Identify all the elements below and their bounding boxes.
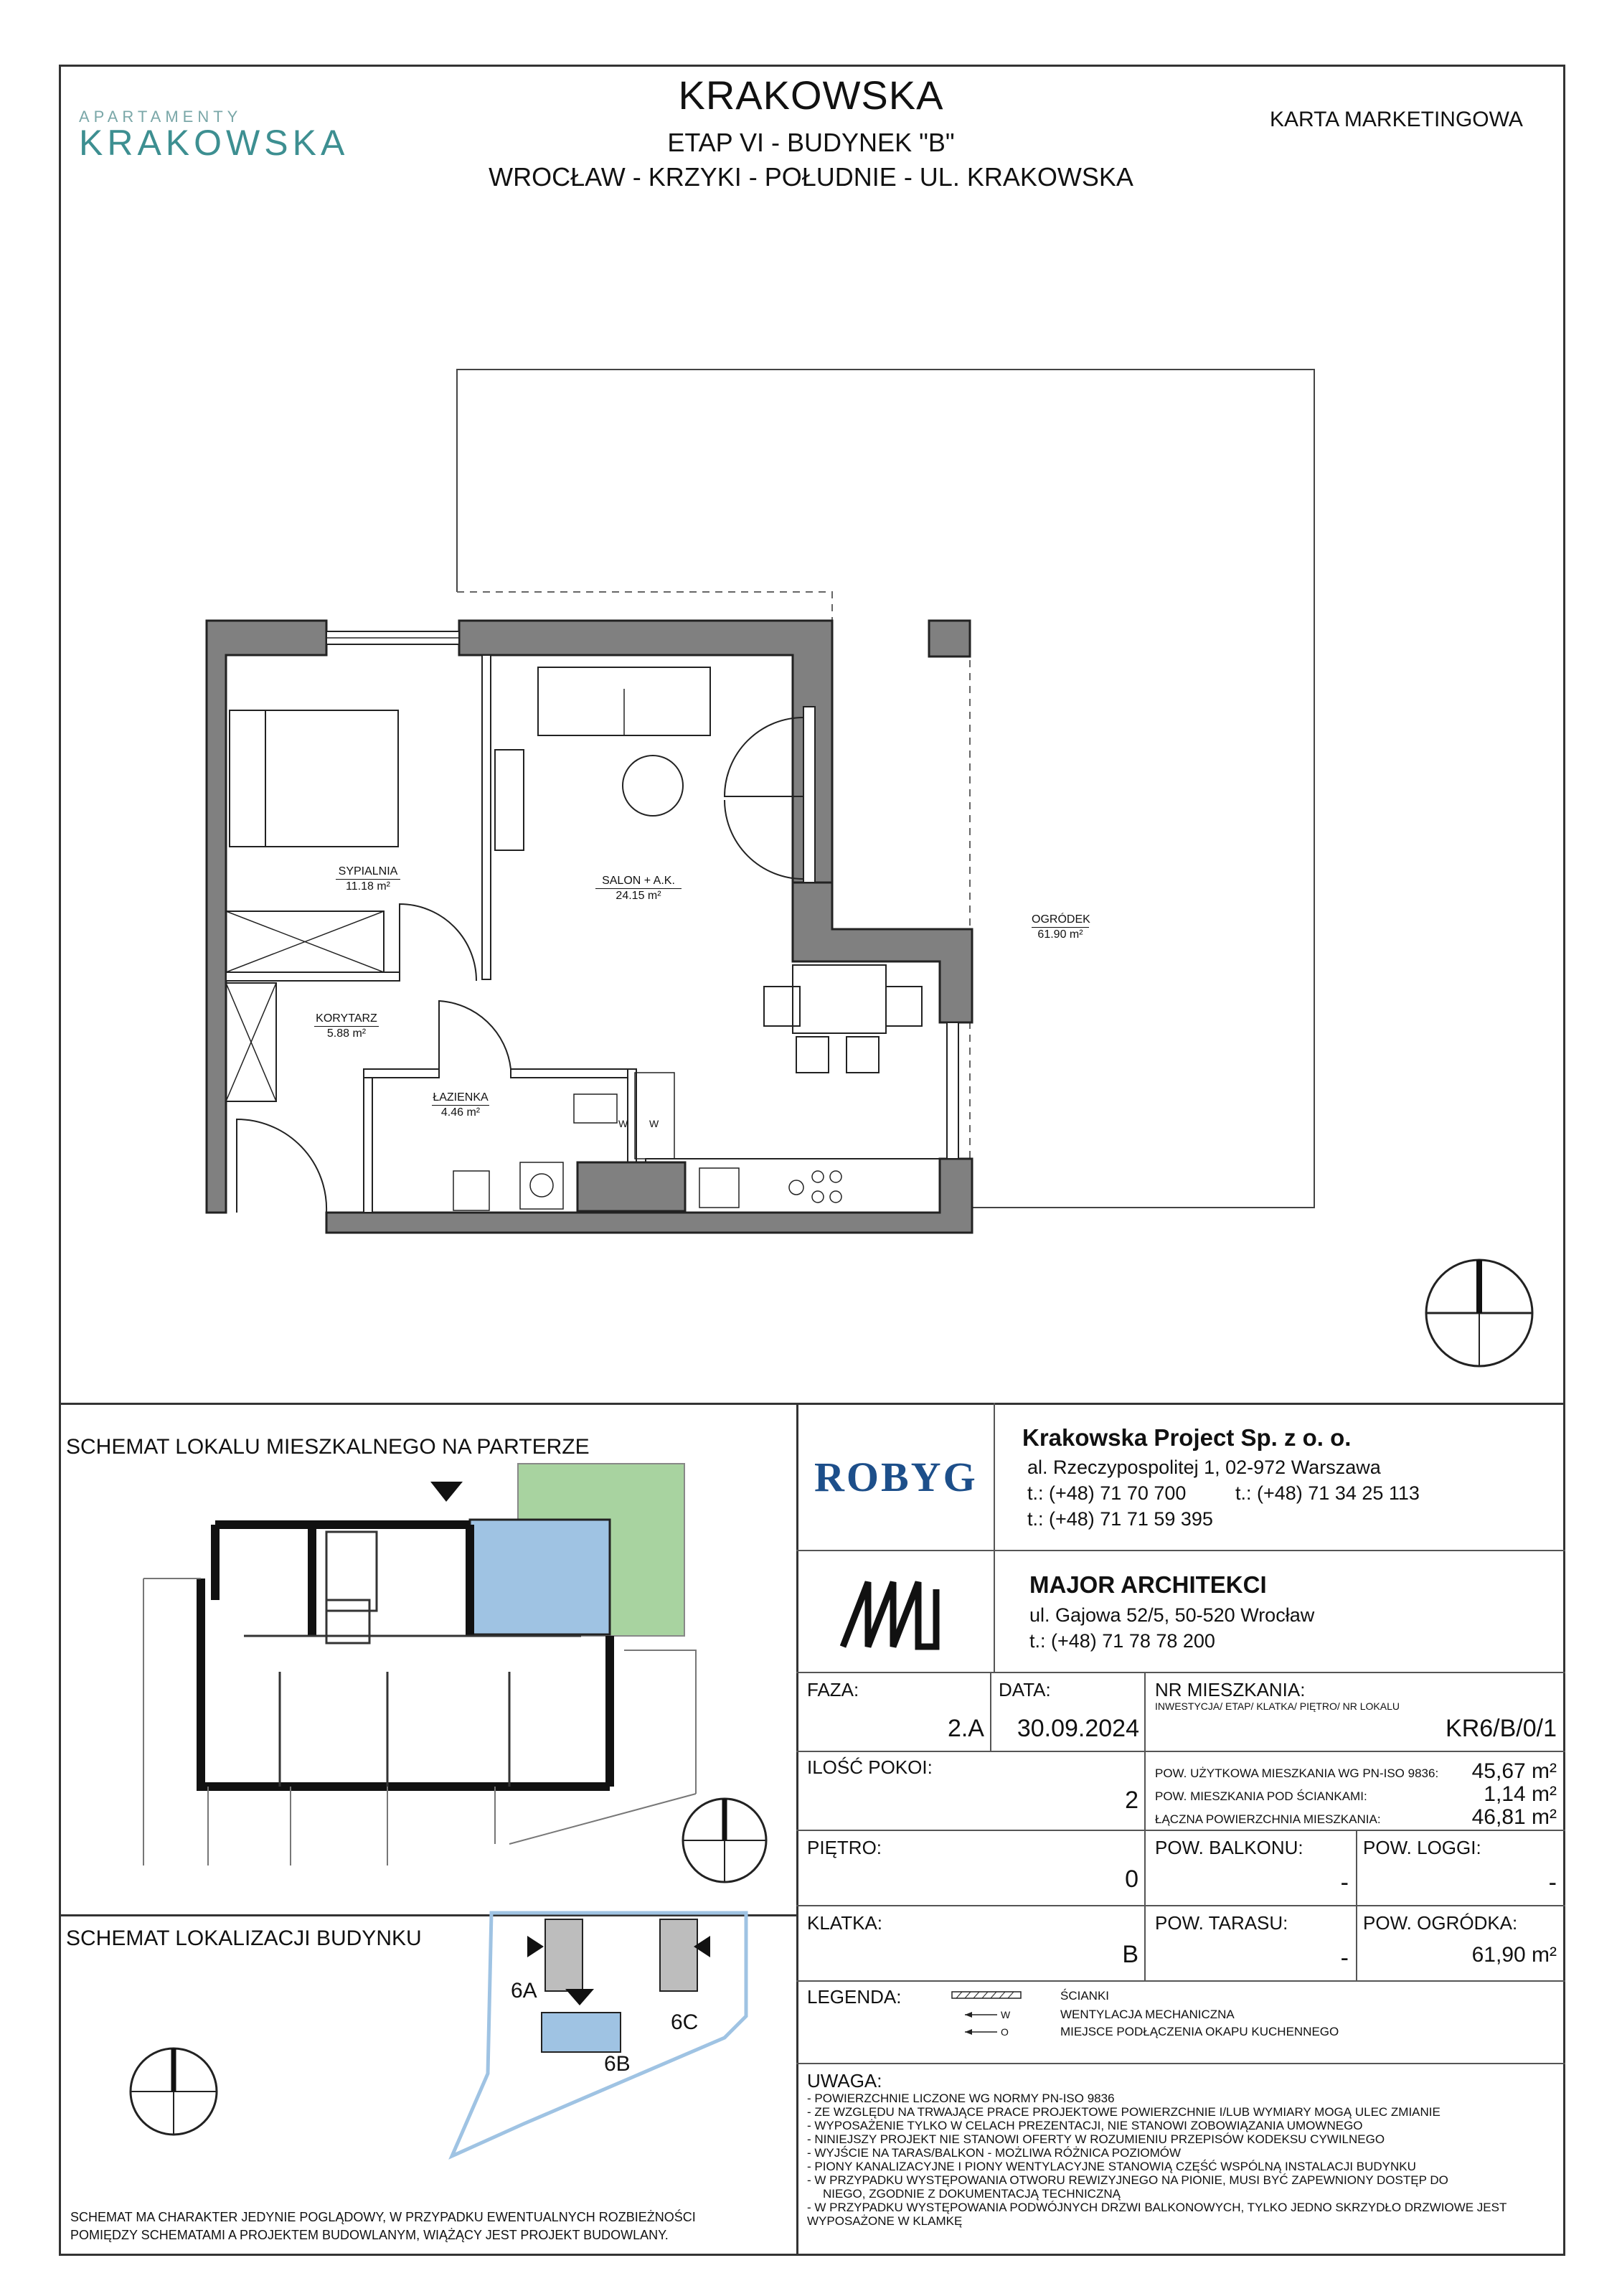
divider xyxy=(994,1403,995,1672)
data-value: 30.09.2024 xyxy=(1017,1715,1139,1742)
pow-laczna-label: ŁĄCZNA POWIERZCHNIA MIESZKANIA: xyxy=(1155,1812,1381,1826)
note-item: - WYPOSAŻENIE TYLKO W CELACH PREZENTACJI, NIE STANOWI ZOBOWIĄZANIA UMOWNEGO xyxy=(807,2119,1363,2132)
logo-line1: APARTAMENTY xyxy=(79,108,242,126)
taras-label: POW. TARASU: xyxy=(1155,1912,1288,1934)
notes-list xyxy=(807,2092,1560,2228)
location-scheme-title: SCHEMAT LOKALIZACJI BUDYNKU xyxy=(66,1926,422,1950)
nr-label: NR MIESZKANIA: xyxy=(1155,1679,1306,1700)
scheme-disclaimer-1: SCHEMAT MA CHARAKTER JEDYNIE POGLĄDOWY, W PRZYPADKU EWENTUALNYCH ROZBIEŻNOŚCI xyxy=(70,2210,696,2224)
divider xyxy=(796,1905,1565,1906)
data-label: DATA: xyxy=(999,1679,1051,1700)
logo-line2: KRAKOWSKA xyxy=(79,123,349,163)
developer-name: Krakowska Project Sp. z o. o. xyxy=(1022,1424,1352,1451)
note-item: - POWIERZCHNIE LICZONE WG NORMY PN-ISO 9836 xyxy=(807,2092,1115,2105)
klatka-value: B xyxy=(1122,1941,1138,1968)
balkon-value: - xyxy=(1340,1869,1349,1896)
room-label-korytarz: KORYTARZ 5.88 m² xyxy=(314,1012,379,1041)
ogrodek-label: POW. OGRÓDKA: xyxy=(1363,1912,1518,1934)
faza-value: 2.A xyxy=(947,1715,984,1742)
note-item: - NINIEJSZY PROJEKT NIE STANOWI OFERTY W ROZUMIENIU PRZEPISÓW KODEKSU CYWILNEGO xyxy=(807,2132,1385,2146)
vent-mark: W xyxy=(618,1118,628,1129)
divider xyxy=(1144,1672,1146,1980)
faza-label: FAZA: xyxy=(807,1679,859,1700)
nr-value: KR6/B/0/1 xyxy=(1446,1715,1557,1742)
divider xyxy=(990,1672,991,1751)
ground-floor-scheme-title: SCHEMAT LOKALU MIESZKALNEGO NA PARTERZE xyxy=(66,1435,590,1459)
building-label-6c: 6C xyxy=(671,2010,699,2034)
note-item: NIEGO, ZGODNIE Z DOKUMENTACJĄ TECHNICZNĄ xyxy=(823,2187,1121,2201)
legend-mark-w: W xyxy=(1001,2009,1011,2020)
loggia-value: - xyxy=(1548,1869,1557,1896)
address-subtitle: WROCŁAW - KRZYKI - POŁUDNIE - UL. KRAKOWSKA xyxy=(489,162,1133,192)
building-label-6a: 6A xyxy=(511,1979,537,2003)
architect-address: ul. Gajowa 52/5, 50-520 Wrocław xyxy=(1029,1604,1315,1626)
taras-value: - xyxy=(1340,1944,1349,1972)
vent-mark: W xyxy=(649,1118,659,1129)
legend-item-okap: MIEJSCE PODŁĄCZENIA OKAPU KUCHENNEGO xyxy=(1060,2025,1339,2038)
architect-name: MAJOR ARCHITEKCI xyxy=(1029,1571,1267,1598)
note-item: - W PRZYPADKU WYSTĘPOWANIA PODWÓJNYCH DRZWI BALKONOWYCH, TYLKO JEDNO SKRZYDŁO DRZWIOWE JEST xyxy=(807,2201,1507,2214)
architect-phone: t.: (+48) 71 78 78 200 xyxy=(1029,1630,1215,1652)
divider xyxy=(796,1672,1565,1673)
divider xyxy=(796,1980,1565,1982)
divider xyxy=(59,1403,1565,1405)
building-label-6b: 6B xyxy=(604,2052,631,2076)
loggia-label: POW. LOGGI: xyxy=(1363,1837,1481,1858)
klatka-label: KLATKA: xyxy=(807,1912,883,1934)
divider xyxy=(796,1830,1565,1831)
ogrodek-value: 61,90 m² xyxy=(1471,1943,1557,1967)
location-scheme xyxy=(129,1909,789,2174)
divider xyxy=(796,2063,1565,2064)
doc-type: KARTA MARKETINGOWA xyxy=(1270,108,1523,131)
ground-floor-scheme xyxy=(136,1457,782,1901)
note-item: - W PRZYPADKU WYSTĘPOWANIA OTWORU REWIZYJNEGO NA PIONIE, MUSI BYĆ ZAPEWNIONY DOSTĘP DO xyxy=(807,2173,1448,2187)
divider xyxy=(796,1751,1565,1752)
pokoje-value: 2 xyxy=(1125,1787,1138,1814)
room-label-ogrodek: OGRÓDEK 61.90 m² xyxy=(1032,913,1090,941)
note-item: - PIONY KANALIZACYJNE I PIONY WENTYLACYJNE STANOWIĄ CZĘŚĆ WSPÓLNĄ INSTALACJI BUDYNKU xyxy=(807,2160,1416,2173)
pow-uzytkowa-label: POW. UŻYTKOWA MIESZKANIA WG PN-ISO 9836: xyxy=(1155,1766,1439,1780)
nr-sublabel: INWESTYCJA/ ETAP/ KLATKA/ PIĘTRO/ NR LOKALU xyxy=(1155,1700,1400,1712)
note-item: WYPOSAŻONE W KLAMKĘ xyxy=(807,2214,963,2228)
developer-phone-3: t.: (+48) 71 71 59 395 xyxy=(1027,1508,1213,1530)
legend-label: LEGENDA: xyxy=(807,1986,902,2008)
room-label-salon: SALON + A.K. 24.15 m² xyxy=(595,874,682,903)
room-label-lazienka: ŁAZIENKA 4.46 m² xyxy=(433,1091,489,1119)
pokoje-label: ILOŚĆ POKOI: xyxy=(807,1756,933,1778)
notes-label: UWAGA: xyxy=(807,2070,882,2092)
balkon-label: POW. BALKONU: xyxy=(1155,1837,1303,1858)
room-label-sypialnia: SYPIALNIA 11.18 m² xyxy=(336,865,400,894)
note-item: - ZE WZGLĘDU NA TRWAJĄCE PRACE PROJEKTOWE POWIERZCHNIE I/LUB WYMIARY MOGĄ ULEC ZMIANIE xyxy=(807,2105,1441,2119)
note-item: - WYJŚCIE NA TARAS/BALKON - MOŻLIWA RÓŻNICA POZIOMÓW xyxy=(807,2146,1182,2160)
developer-phone-1: t.: (+48) 71 70 700 xyxy=(1027,1482,1187,1504)
architect-logo xyxy=(836,1575,951,1654)
stage-subtitle: ETAP VI - BUDYNEK "B" xyxy=(667,128,955,157)
scheme-disclaimer-2: POMIĘDZY SCHEMATAMI A PROJEKTEM BUDOWLANYM, WIĄŻĄCY JEST PROJEKT BUDOWLANY. xyxy=(70,2228,669,2242)
developer-address: al. Rzeczypospolitej 1, 02-972 Warszawa xyxy=(1027,1457,1381,1478)
pow-skosy-value: 1,14 m² xyxy=(1484,1782,1557,1806)
pietro-value: 0 xyxy=(1125,1866,1138,1893)
divider xyxy=(796,1550,1565,1551)
developer-phone-2: t.: (+48) 71 34 25 113 xyxy=(1235,1482,1420,1504)
pow-uzytkowa-value: 45,67 m² xyxy=(1471,1759,1557,1783)
pietro-label: PIĘTRO: xyxy=(807,1837,882,1858)
pow-laczna-value: 46,81 m² xyxy=(1471,1805,1557,1829)
pow-skosy-label: POW. MIESZKANIA POD ŚCIANKAMI: xyxy=(1155,1789,1367,1803)
legend-item-scianki: ŚCIANKI xyxy=(1060,1989,1110,2003)
page-title: KRAKOWSKA xyxy=(678,72,944,118)
legend-mark-o: O xyxy=(1001,2026,1009,2038)
robyg-logo: ROBYG xyxy=(814,1454,978,1500)
legend-item-wentylacja: WENTYLACJA MECHANICZNA xyxy=(1060,2008,1235,2021)
